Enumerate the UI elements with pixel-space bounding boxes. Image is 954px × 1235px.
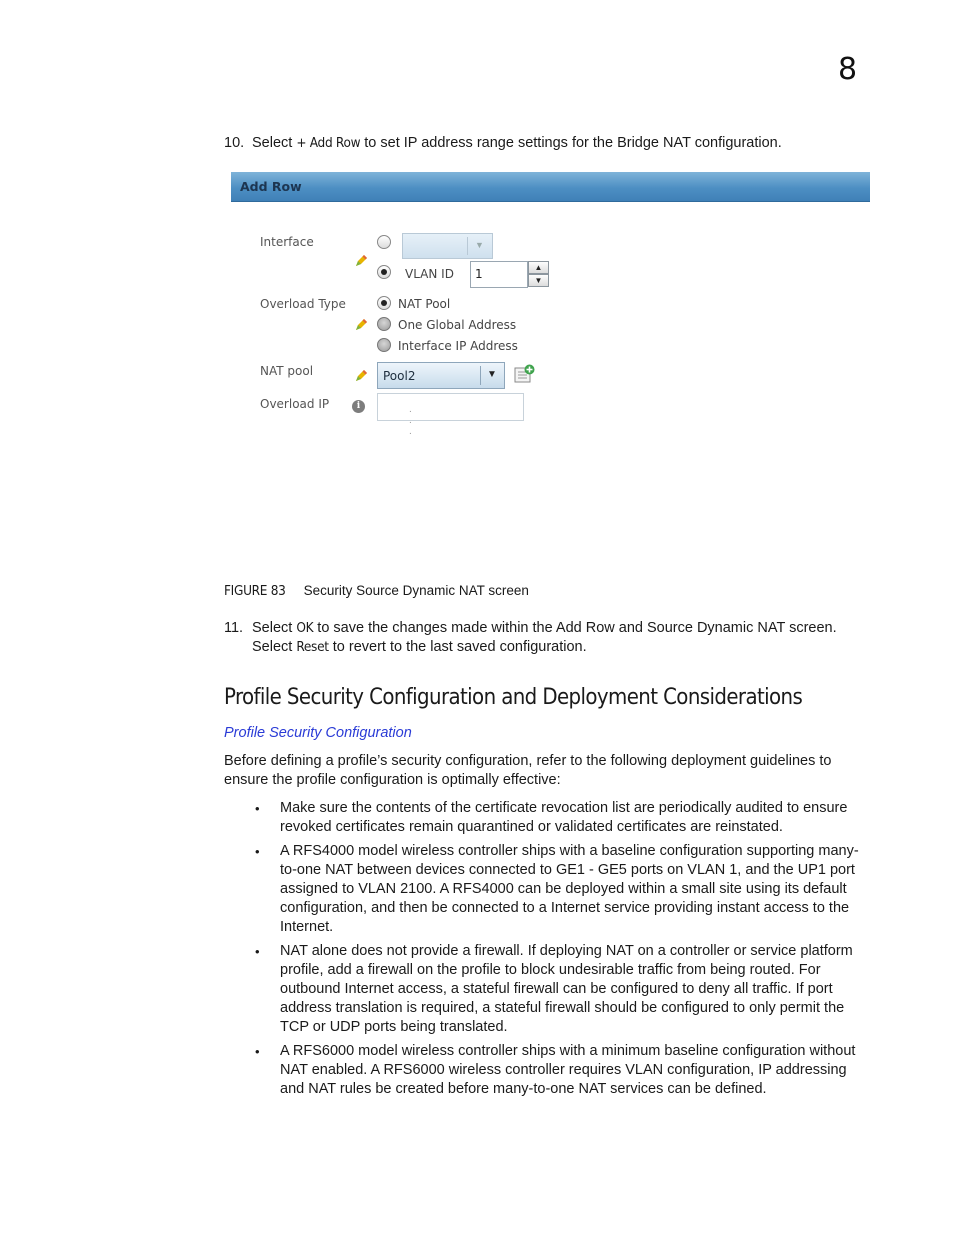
interface-radio-dropdown[interactable]: [377, 235, 391, 249]
bullet-icon: •: [255, 801, 260, 816]
overload-option-global: One Global Address: [398, 318, 517, 332]
bullet-item: [0, 942, 954, 1042]
edit-pencil-icon: [353, 253, 369, 269]
ui-term-ok: OK: [296, 620, 314, 636]
bullet-text: A RFS4000 model wireless controller ships with a baseline configuration supporting many-to-one NAT between devices connected to GE1 - GE5 ports on VLAN 1, and the UP1 port assigned to VLAN 2100. A RFS4000 can be deployed within a small site using its default configuration, and then be connected to a Internet service providing instant access to the Internet.: [280, 843, 859, 935]
step-11: [0, 619, 954, 659]
cross-reference-link[interactable]: Profile Security Configuration: [224, 725, 412, 741]
step-text-suffix: to set IP address range settings for the Bridge NAT configuration.: [360, 135, 782, 151]
interface-dropdown[interactable]: [402, 233, 493, 259]
bullet-text: A RFS6000 model wireless controller ships with a minimum baseline configuration without NAT enabled. A RFS6000 wireless controller requires VLAN configuration, IP addressing and NAT rules be created before many-to-one NAT services can be defined.: [280, 1043, 856, 1097]
dropdown-separator: [480, 366, 481, 385]
overload-radio-interface-ip[interactable]: [377, 338, 391, 352]
nat-pool-value: Pool2: [383, 369, 416, 383]
figure-label: FIGURE 83: [224, 583, 286, 599]
step-text-prefix: Select: [252, 620, 297, 636]
vlan-id-value: 1: [475, 267, 483, 281]
panel-title: Add Row: [240, 179, 302, 194]
step-10: [0, 134, 954, 154]
overload-type-label: Overload Type: [260, 297, 346, 311]
vlan-id-stepper[interactable]: [528, 261, 550, 288]
interface-label: Interface: [260, 235, 314, 249]
bullet-icon: •: [255, 844, 260, 859]
edit-pencil-icon: [353, 317, 369, 333]
overload-ip-input[interactable]: [377, 393, 524, 437]
bullet-item: [0, 842, 954, 942]
section-heading: Profile Security Configuration and Deployment Considerations: [224, 685, 803, 710]
bullet-icon: •: [255, 1044, 260, 1059]
step-text-prefix: Select: [252, 135, 297, 151]
figure-caption: [224, 583, 529, 599]
add-new-icon[interactable]: [514, 364, 536, 384]
ip-octet-separators: . . .: [409, 404, 436, 437]
overload-ip-label: Overload IP: [260, 397, 330, 411]
step-text-suffix: to revert to the last saved configuration.: [328, 639, 587, 655]
ui-term-reset: Reset: [296, 639, 329, 655]
bullet-text: NAT alone does not provide a firewall. If deploying NAT on a controller or service platform profile, add a firewall on the profile to block undesirable traffic from being routed. For outbound Internet access, a stateful firewall can be configured to deny all traffic. If port address translation is required, a stateful firewall should be configured to only permit the TCP or UDP ports being translated.: [280, 943, 853, 1035]
step-text: [252, 134, 872, 153]
step-number: 11.: [224, 620, 244, 636]
ui-term-add-row: + Add Row: [296, 135, 361, 151]
overload-radio-global[interactable]: [377, 317, 391, 331]
overload-radio-nat-pool[interactable]: [377, 296, 391, 310]
chevron-down-icon: ▼: [487, 369, 497, 380]
overload-option-nat-pool: NAT Pool: [398, 297, 451, 311]
nat-pool-label: NAT pool: [260, 364, 314, 378]
step-text-suffix: to save the changes made within the Add Row and Source Dynamic NAT screen.: [313, 620, 837, 636]
stepper-up-icon[interactable]: ▲: [528, 261, 549, 274]
dropdown-separator: [467, 237, 468, 255]
vlan-id-label: VLAN ID: [405, 267, 454, 281]
bullet-text: Make sure the contents of the certificate revocation list are periodically audited to ensure revoked certificates remain quarantined or validated certificates are reinstated.: [280, 800, 848, 835]
panel-header: [231, 172, 870, 202]
overload-option-interface-ip: Interface IP Address: [398, 339, 518, 353]
interface-radio-vlan[interactable]: [377, 265, 391, 279]
step-number: 10.: [224, 135, 245, 151]
stepper-down-icon[interactable]: ▼: [528, 274, 549, 287]
figure-caption-text: Security Source Dynamic NAT screen: [303, 583, 529, 598]
edit-pencil-icon: [353, 368, 369, 384]
step-text-prefix: Select: [252, 639, 297, 655]
bullet-icon: •: [255, 944, 260, 959]
info-icon: i: [352, 400, 365, 413]
intro-paragraph: Before defining a profile’s security configuration, refer to the following deployment guidelines to ensure the profile configuration is optimally effective:: [224, 753, 832, 788]
nat-pool-dropdown[interactable]: [377, 362, 505, 389]
vlan-id-input[interactable]: [470, 261, 528, 288]
chevron-down-icon: ▼: [475, 240, 484, 250]
chapter-number: 8: [838, 52, 858, 87]
step-text: [252, 619, 872, 657]
bullet-item: [0, 1042, 954, 1102]
add-row-screen: [231, 172, 870, 572]
